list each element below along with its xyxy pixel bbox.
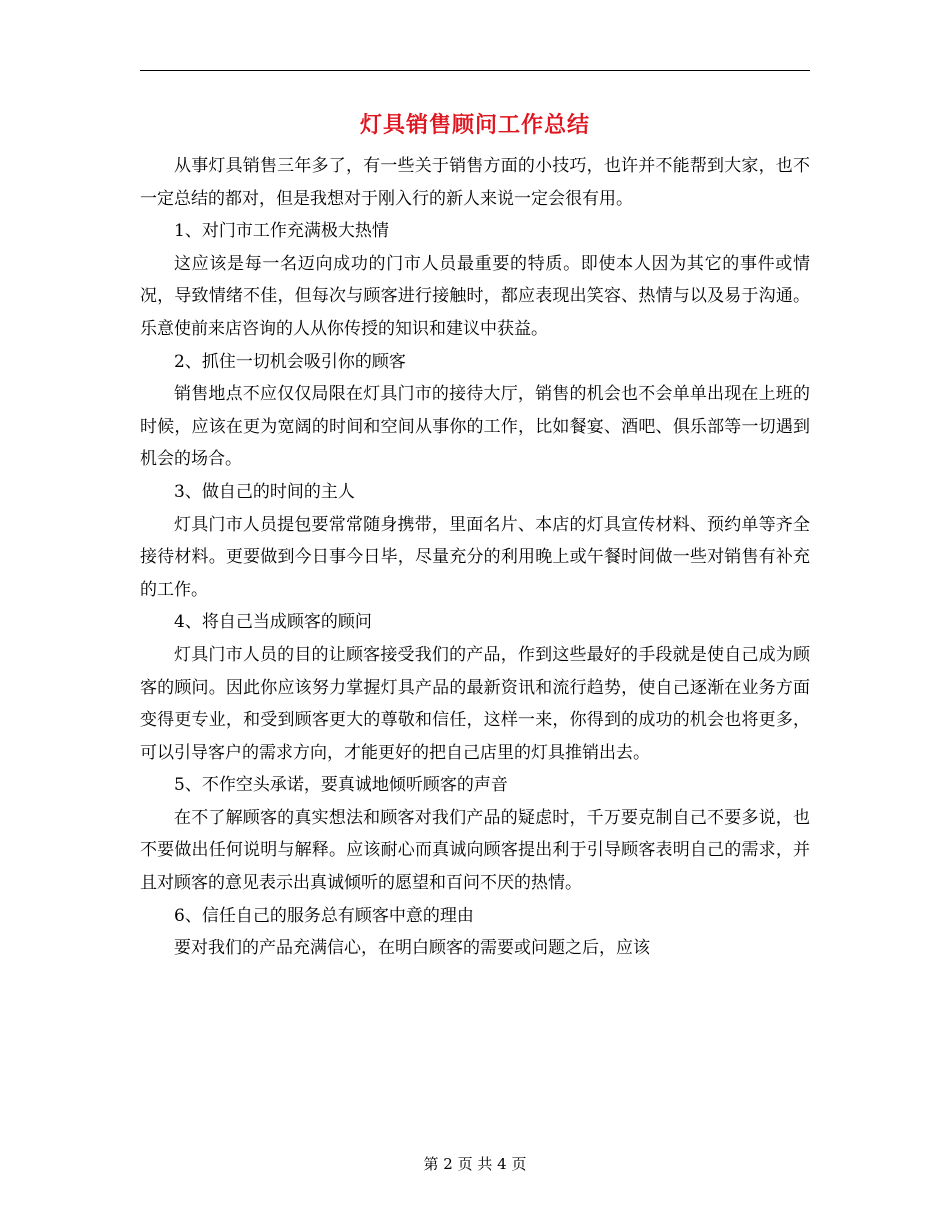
section-heading-2: 2、抓住一切机会吸引你的顾客 xyxy=(174,351,406,372)
section-heading-1: 1、对门市工作充满极大热情 xyxy=(174,221,389,242)
paragraph-1: 这应该是每一名迈向成功的门市人员最重要的特质。即使本人因为其它的事件或情况，导致情绪不佳，但每次与顾客进行接触时，都应表现出笑容、热情与以及易于沟通。乐意使前来店咨询的人从你传授的知识和建议中获益。 xyxy=(140,253,810,339)
header-rule xyxy=(140,70,810,71)
paragraph-3: 灯具门市人员提包要常常随身携带，里面名片、本店的灯具宣传材料、预约单等齐全接待材料。更要做到今日事今日毕，尽量充分的利用晚上或午餐时间做一些对销售有补充的工作。 xyxy=(140,514,810,600)
paragraph-6: 要对我们的产品充满信心，在明白顾客的需要或问题之后，应该 xyxy=(174,938,650,959)
paragraph-4: 灯具门市人员的目的让顾客接受我们的产品，作到这些最好的手段就是使自己成为顾客的顾问。因此你应该努力掌握灯具产品的最新资讯和流行趋势，使自己逐渐在业务方面变得更专业，和受到顾客更大的尊敬和信任，这样一来，你得到的成功的机会也将更多，可以引导客户的需求方向，才能更好的把自己店里的灯具推销出去。 xyxy=(140,644,810,763)
section-heading-3: 3、做自己的时间的主人 xyxy=(174,481,355,502)
section-heading-4: 4、将自己当成顾客的顾问 xyxy=(174,612,372,633)
document-title: 灯具销售顾问工作总结 xyxy=(359,112,590,138)
paragraph-intro: 从事灯具销售三年多了，有一些关于销售方面的小技巧，也许并不能帮到大家，也不一定总结的都对，但是我想对于刚入行的新人来说一定会很有用。 xyxy=(140,156,810,209)
section-heading-5: 5、不作空头承诺，要真诚地倾听顾客的声音 xyxy=(174,775,508,796)
page-number-footer: 第 2 页 共 4 页 xyxy=(423,1155,527,1173)
section-heading-6: 6、信任自己的服务总有顾客中意的理由 xyxy=(174,905,474,926)
paragraph-2: 销售地点不应仅仅局限在灯具门市的接待大厅，销售的机会也不会单单出现在上班的时候，应该在更为宽阔的时间和空间从事你的工作，比如餐宴、酒吧、俱乐部等一切遇到机会的场合。 xyxy=(140,384,810,470)
document-body xyxy=(140,150,810,965)
paragraph-5: 在不了解顾客的真实想法和顾客对我们产品的疑虑时，千万要克制自己不要多说，也不要做出任何说明与解释。应该耐心而真诚向顾客提出利于引导顾客表明自己的需求，并且对顾客的意见表示出真诚倾听的愿望和百问不厌的热情。 xyxy=(140,807,810,894)
